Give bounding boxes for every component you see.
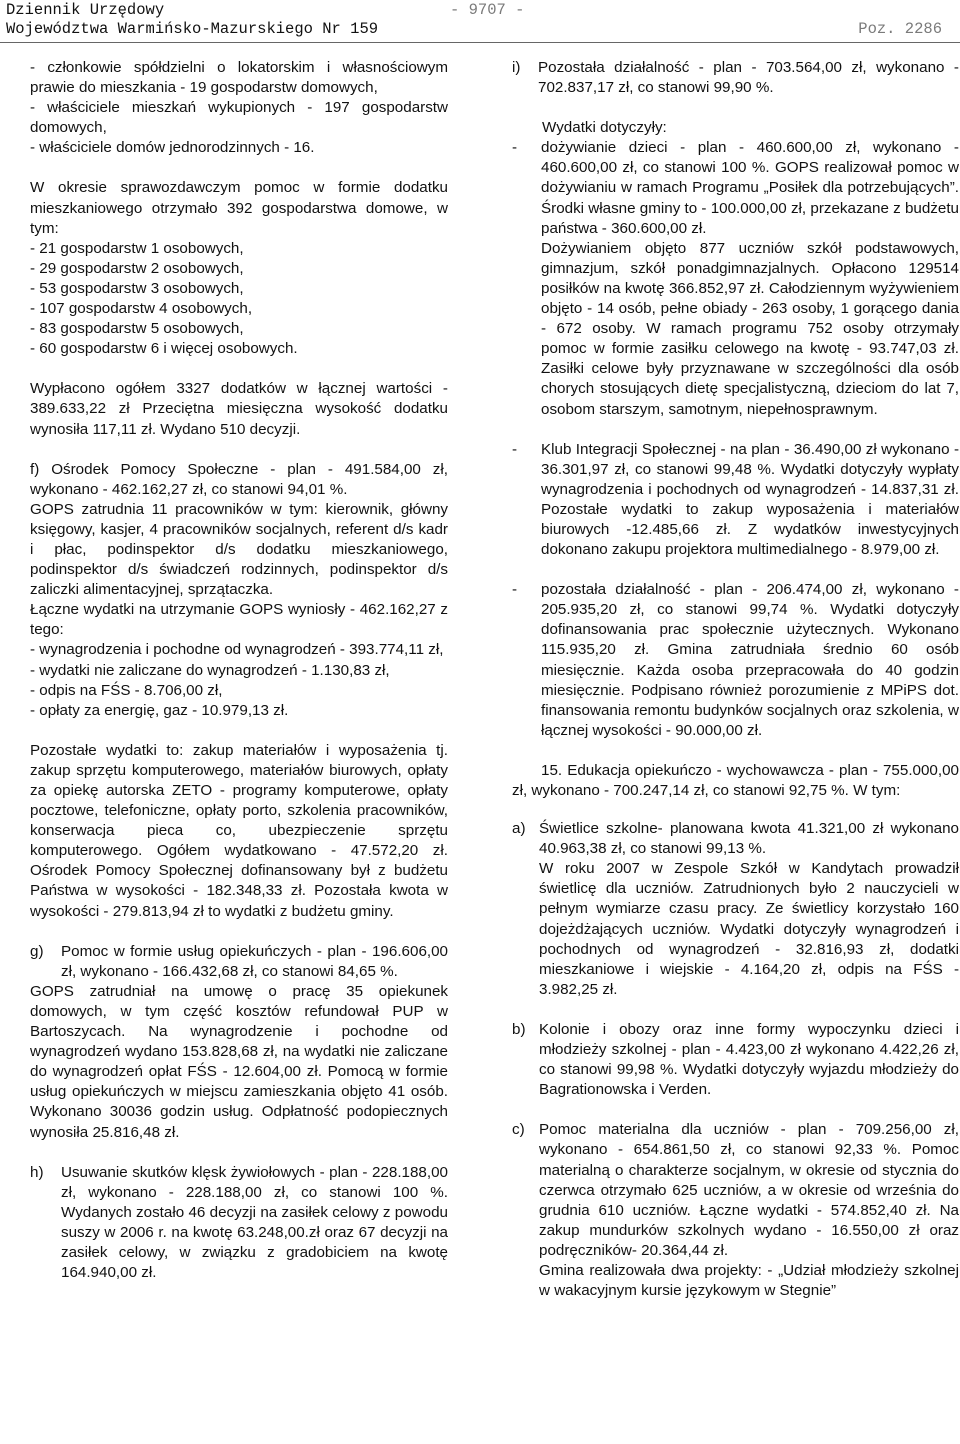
item-c <box>512 1120 959 1301</box>
list-item: - 53 gospodarstw 3 osobowych, <box>30 279 244 297</box>
section-g-heading: Pomoc w formie usług opiekuńczych - plan - 196.606,00 zł, wykonano - 166.432,68 zł, co stanowi 84,65 %. <box>61 942 448 980</box>
list-item: - opłaty za energię, gaz - 10.979,13 zł. <box>30 701 289 719</box>
section-f-total: Łączne wydatki na utrzymanie GOPS wyniosły - 462.162,27 z tego: <box>30 601 448 639</box>
section-h-text: Usuwanie skutków klęsk żywiołowych - plan - 228.188,00 zł, wykonano - 228.188,00 zł, co stanowi 100 %. Wydanych zostało 46 decyzji na zasiłek celowy z powodu suszy w 2006 r. na kwotę 63.248,00.zł oraz 67 decyzji na zasiłek celowy, w związku z gradobiciem na kwotę 164.940,00 zł. <box>61 1163 448 1282</box>
item-marker: - <box>512 440 518 458</box>
list-item: - 83 gospodarstw 5 osobowych, <box>30 320 244 338</box>
right-column <box>512 58 959 1301</box>
page-number: - 9707 - <box>450 1 525 19</box>
section-g <box>30 942 448 982</box>
item-marker: g) <box>30 942 44 960</box>
item-marker: h) <box>30 1163 44 1181</box>
intro-item: - członkowie spółdzielni o lokatorskim i własnościowym prawie do mieszkania - 19 gospodarstw domowych, <box>30 59 448 97</box>
item-marker: i) <box>512 59 521 76</box>
list-item: - wydatki nie zaliczane do wynagrodzeń - 1.130,83 zł, <box>30 661 390 679</box>
expenses-label: Wydatki dotyczyły: <box>542 119 667 137</box>
item-b <box>512 1020 959 1100</box>
item-c-projects: Gmina realizowała dwa projekty: - „Udział młodzieży szkolnej w wakacyjnym kursie językowym w Stegnie” <box>539 1261 959 1300</box>
housing-allowance-paragraph: W okresie sprawozdawczym pomoc w formie dodatku mieszkaniowego otrzymało 392 gospodarstwa domowe, w tym: <box>30 179 448 237</box>
item-marker: c) <box>512 1121 525 1139</box>
item-b-text: Kolonie i obozy oraz inne formy wypoczynku dzieci i młodzieży szkolnej - plan - 4.423,00 zł wykonano 4.422,26 zł, co stanowi 99,98 %. Wydatki dotyczyły wyjazdu młodzieży do Bagrationowska i Verden. <box>539 1020 959 1099</box>
item-c-text: Pomoc materialna dla uczniów - plan - 709.256,00 zł, wykonano - 654.861,50 zł, co stanowi 92,33 %. Pomoc materialną o charakterze socjalnym, w okresie od stycznia do czerwca otrzymało 625 uczniów, a w okresie od września do grudnia 610 uczniów. Łączne wydatki - 574.852,40 zł. Na zakup mundurków szkolnych wydano - 16.550,00 zł oraz podręczników- 20.364,44 zł. <box>539 1121 959 1259</box>
intro-item: - właściciele domów jednorodzinnych - 16. <box>30 139 315 157</box>
section-i-heading: Pozostała działalność - plan - 703.564,00 zł, wykonano - 702.837,17 zł, co stanowi 99,90 %. <box>538 59 959 97</box>
section-f-other-expenses: Pozostałe wydatki to: zakup materiałów i wyposażenia tj. zakup sprzętu komputerowego, materiałów biurowych, opłaty za opiekę autorska ZETO - programy komputerowe, opłaty pocztowe, telefoniczne, opłaty porto, szkolenia pracowników, konserwacja pieca co, ubezpieczenie sprzętu komputerowego. Ogółem wydatkowano - 47.572,20 zł. Ośrodek Pomocy Społecznej dofinansowany był z budżetu Państwa w wysokości - 182.348,33 zł. Pozostała kwota w wysokości - 279.813,94 zł to wydatki z budżetu gminy. <box>30 741 448 920</box>
section-g-body: GOPS zatrudniał na umowę o pracę 35 opiekunek domowych, w tym część kosztów refundował PUP w Bartoszycach. Na wynagrodzenie i pochodne od wynagrodzeń wydano 153.828,68 zł, na wydatki nie zaliczane do wynagrodzeń opłat FŚS - 12.604,00 zł. Pomocą w formie usług opiekuńczych w miejscu zamieszkania objęto 41 osób. Wykonano 30036 godzin usług. Odpłatność podopiecznych wynosiła 25.816,48 zł. <box>30 982 448 1141</box>
journal-issue: Województwa Warmińsko-Mazurskiego Nr 159 <box>6 20 379 38</box>
list-item: - 60 gospodarstw 6 i więcej osobowych. <box>30 340 298 358</box>
section-h <box>30 1163 448 1284</box>
feeding-details: Dożywianiem objęto 877 uczniów szkół podstawowych, gimnazjum, szkół ponadgimnazjalnych. Opłacono 129514 posiłków na kwotę 366.852,97 zł. Całodziennym wyżywieniem objęto - 14 osób, pełne obiady - 263 osoby, 1 gorącego dania - 672 osoby. W ramach programu 752 osoby otrzymały pomoc w formie zasiłku celowego na kwotę - 93.747,03 zł. Zasiłki celowe były przyznawane w szczególności dla osób chorych stosujących dietę specjalistyczną, dzieciom do lat 7, osobom starszym, samotnym, niepełnosprawnym. <box>541 239 959 418</box>
section-i <box>512 58 959 98</box>
left-column <box>30 58 448 1283</box>
section-15-heading: 15. Edukacja opiekuńczo - wychowawcza - plan - 755.000,00 zł, wykonano - 700.247,14 zł, co stanowi 92,75 %. W tym: <box>512 761 959 799</box>
feeding-item <box>512 138 959 419</box>
header-divider <box>0 42 960 43</box>
section-f-heading: f) Ośrodek Pomocy Społeczne - plan - 491.584,00 zł, wykonano - 462.162,27 zł, co stanowi 94,01 %. <box>30 460 448 498</box>
other-activity-text: pozostała działalność - plan - 206.474,00 zł, wykonano - 205.935,20 zł, co stanowi 99,74 %. Wydatki dotyczyły dofinansowania prac społecznie użytecznych. Wykonano 115.935,20 zł. Gmina zatrudniała średnio 60 osób miesięcznie. Każda osoba przepracowała do 40 godzin miesięcznie. Podpisano również porozumienie z MPiPS dot. finansowania remontu budynków socjalnych oraz szkolenia, w łącznej wysokości - 90.000,00 zł. <box>541 581 959 739</box>
social-club-text: Klub Integracji Społecznej - na plan - 36.490,00 zł wykonano - 36.301,97 zł, co stanowi 99,48 %. Wydatki dotyczyły wypłaty wynagrodzenia i pochodnych od wynagrodzeń - 14.837,31 zł. Pozostałe wydatki to zakup wyposażenia i materiałów biurowych -12.485,66 zł. Z wydatków inwestycyjnych dokonano zakupu projektora multimedialnego - 8.979,00 zł. <box>541 440 959 559</box>
position-number: Poz. 2286 <box>858 20 942 38</box>
item-marker: - <box>512 139 518 157</box>
item-a <box>512 819 959 1000</box>
feeding-text: dożywianie dzieci - plan - 460.600,00 zł, wykonano - 460.600,00 zł, co stanowi 100 %. GOPS realizował pomoc w dożywianiu w ramach Programu „Posiłek dla potrzebujących”. Środki własne gminy to - 100.000,00 zł, przekazane z budżetu państwa - 360.600,00 zł. <box>541 139 959 237</box>
intro-item: - właściciele mieszkań wykupionych - 197 gospodarstw domowych, <box>30 99 448 137</box>
journal-title: Dziennik Urzędowy <box>6 1 165 19</box>
section-f-staff: GOPS zatrudnia 11 pracowników w tym: kierownik, główny księgowy, kasjer, 4 pracowników socjalnych, referent d/s kadr i płac, podinspektor d/s dodatku mieszkaniowego, podinspektor d/s świadczeń rodzinnych, podinspektor d/s zaliczki alimentacyjnej, sprzątaczka. <box>30 500 448 599</box>
item-marker: b) <box>512 1020 526 1038</box>
item-marker: a) <box>512 820 526 838</box>
list-item: - 21 gospodarstw 1 osobowych, <box>30 239 244 257</box>
item-a-body: W roku 2007 w Zespole Szkół w Kandytach prowadził świetlicę dla uczniów. Zatrudnionych było 2 nauczycieli w pełnym wymiarze czasu pracy. Ze świetlicy korzystało 160 dojeżdżających uczniów. Wydatki dotyczyły wynagrodzeń i pochodnych od wynagrodzeń - 32.816,93 zł, dodatki mieszkaniowe i wiejskie - 4.164,20 zł, odpis na FŚS - 3.982,25 zł. <box>539 860 959 998</box>
social-club-item <box>512 440 959 561</box>
item-a-heading: Świetlice szkolne- planowana kwota 41.321,00 zł wykonano 40.963,38 zł, co stanowi 99,13 %. <box>539 820 959 858</box>
list-item: - odpis na FŚS - 8.706,00 zł, <box>30 681 223 699</box>
list-item: - 29 gospodarstw 2 osobowych, <box>30 259 244 277</box>
list-item: - wynagrodzenia i pochodne od wynagrodzeń - 393.774,11 zł, <box>30 641 444 659</box>
payments-paragraph: Wypłacono ogółem 3327 dodatków w łącznej wartości - 389.633,22 zł Przeciętna miesięczna wysokość dodatku wynosiła 117,11 zł. Wydano 510 decyzji. <box>30 380 448 438</box>
page-header <box>0 0 960 44</box>
item-marker: - <box>512 581 518 599</box>
other-activity-item <box>512 580 959 741</box>
list-item: - 107 gospodarstw 4 osobowych, <box>30 300 253 318</box>
